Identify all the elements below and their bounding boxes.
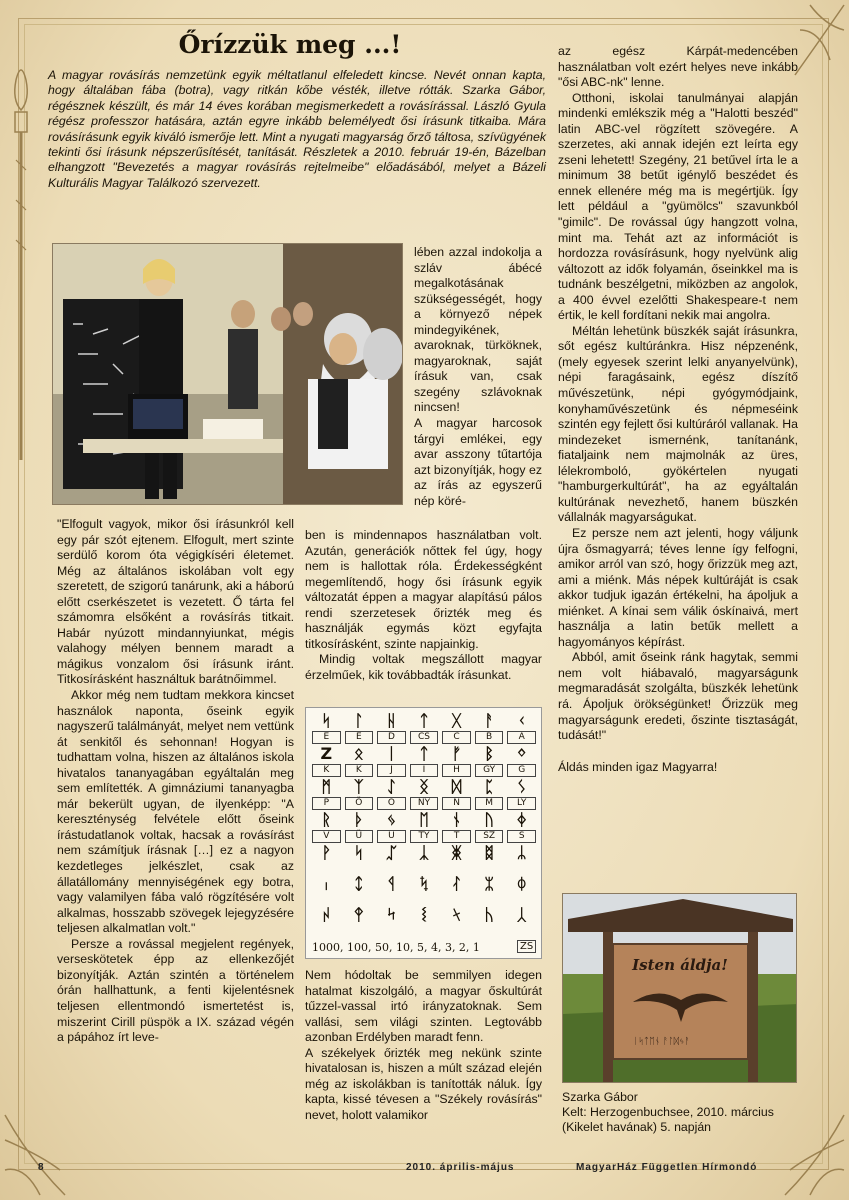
rune-glyph: ᛮ <box>451 874 462 893</box>
rune-latin-label <box>410 925 439 936</box>
column-1 <box>57 517 294 1046</box>
rune-latin-label: K <box>345 764 374 777</box>
article-intro: A magyar rovásírás nemzetünk egyik méltatlanul elfeledett kincse. Nevét onnan kapta, hogy általában fába (botra), vagy ritkán kőbe vésték, illetve rótták. Szarka Gábor, régésznek készült, és már 14 éves korában megismerkedett a rovásírással. László Gyula régész professzor hatására, aztán egyre inkább belemélyedt ősi írásunk titkaiba. Mára rovásírásunk egyik kiváló ismerője lett. Mint a nyugati magyarság őrző táltosa, szívügyének tekinti ősi írásunk népszerűsítését, tanítását. Részletek a 2010. február 19-én, Bázelban elhangzott "Bevezetés a magyar rovásírás rejtelmeibe" előadásából, melyet a Bázeli Kulturális Magyar Találkozó szervezett. <box>48 68 546 190</box>
isten-aldja-sign-photo <box>562 893 797 1083</box>
torch-ornament <box>4 60 38 460</box>
rune-latin-label: U <box>377 830 406 843</box>
rune-glyph: ᛪ <box>419 874 429 893</box>
lecture-photo <box>52 243 403 505</box>
corner-ornament-top-right <box>790 0 849 80</box>
rune-latin-label <box>475 894 504 905</box>
rune-glyph: ᛰ <box>516 874 527 893</box>
col2-paragraph-3: ben is mindennapos használatban volt. Azután, generációk nőttek fel úgy, hogy nem is hallottak róla. Érdekességként megemlítendő, hogy ősi írásunk egyik változatát éppen a magyar alapítású pálos rendi szerzetesek őrizték meg és használják egymás közt egyfajta titkosírásként, szinte napjainkig. <box>305 528 542 651</box>
rune-grid <box>310 712 538 936</box>
rune-numbers: 1000, 100, 50, 10, 5, 4, 3, 2, 1 <box>312 941 480 954</box>
rune-glyph: ᛤ <box>451 843 462 862</box>
rune-glyph: ᛊ <box>516 777 527 796</box>
rune-latin-label: P <box>312 797 341 810</box>
rune-latin-label: G <box>507 764 536 777</box>
rune-glyph: ᛋ <box>321 711 332 730</box>
svg-text:ᛁᛋᛏᛖᚾ ᚨᛚᛞᛃᚨ: ᛁᛋᛏᛖᚾ ᚨᛚᛞᛃᚨ <box>633 1037 690 1047</box>
col3-paragraph-3: Méltán lehetünk büszkék saját írásunkra, sőt egész kultúránkra. Hisz népzenénk, (mely egyesek szerint lelki anyanyelvünk), népi faragásaink, egész díszítő művészetünk, népi gyógymódjaink, konyhaművészetünk és népmeséink szintén egy fejlett ősi kultúráról vallanak. Ha mindezeket ismernénk, tanítanánk, fiataljaink nem majmolnák az üres, lélekromboló, gyökértelen nyugati "hamburgerkultúrát", ha az egyáltalán kultúrának nevezhető, hanem büszkén vállalnák magyarságukat. <box>558 323 798 525</box>
rune-glyph: ᛣ <box>419 843 429 862</box>
rune-latin-label <box>345 925 374 936</box>
rune-glyph: ᚱ <box>321 810 332 829</box>
signature-block <box>562 1090 802 1135</box>
rune-latin-label: K <box>312 764 341 777</box>
rune-latin-label: M <box>475 797 504 810</box>
rune-glyph: ᛞ <box>451 777 462 796</box>
rune-latin-label: E <box>345 731 374 744</box>
rune-glyph: ᛥ <box>484 843 494 862</box>
rune-glyph: ᛃ <box>386 810 397 829</box>
rune-latin-label <box>442 863 471 874</box>
rune-glyph: ᛏ <box>419 744 429 763</box>
rune-latin-label <box>345 894 374 905</box>
rune-latin-label: SZ <box>475 830 504 843</box>
rune-glyph: ᛢ <box>386 843 397 862</box>
rune-glyph: ᛚ <box>354 711 364 730</box>
publication-name: MagyarHáz Független Hírmondó <box>576 1162 758 1173</box>
rune-glyph: ᛳ <box>354 905 364 924</box>
rune-latin-label: GY <box>475 764 504 777</box>
rune-latin-label <box>410 894 439 905</box>
rune-latin-label: LY <box>507 797 536 810</box>
rune-latin-label <box>377 894 406 905</box>
rune-latin-label <box>312 863 341 874</box>
rune-latin-label: D <box>377 731 406 744</box>
rune-latin-label <box>377 863 406 874</box>
rune-glyph: ᚷ <box>451 711 462 730</box>
rune-glyph: ᛉ <box>354 777 364 796</box>
rune-glyph: ᚾ <box>451 810 462 829</box>
rune-latin-label: TY <box>410 830 439 843</box>
rune-glyph: ᛟ <box>354 744 364 763</box>
col3-paragraph-5: Abból, amit őseink ránk hagytak, semmi nem volt hiábavaló, magyarságunk megmaradását szolgálta, büszkék lehetünk rá. Ápoljuk örökségünket! Őrizzük meg magyarságunk eredeti, őszinte tisztaságát, tudását!" <box>558 650 798 743</box>
rune-glyph: ᛧ <box>321 874 332 893</box>
col3-paragraph-4: Ez persze nem azt jelenti, hogy váljunk újra ősmagyarrá; téves lenne így felfogni, amikor arról van szó, hogy őrizzük meg azt, ami a miénk. Más népek kultúráját is csak akkor tudjuk igazán értékelni, ha ápoljuk a miénket. A kínai sem válik óskínaivá, mert használja a latin betűk mellett a hagyományos képírást. <box>558 525 798 649</box>
col3-paragraph-2: Otthoni, iskolai tanulmányai alapján mindenki emlékszik még a "Halotti beszéd" latin ABC-vel rögzített szövegére. A szerzetes, aki annak idején ezt leírta egy zseni lehetett! Szegény, 21 betűvel írta le a minimum 38 betűt igénylő beszédet és ennek ellenére még ma is megértjük. Így lett például a "gyümölcs" szavunkból "gimilc". De rovással úgy hangzott volna, mint ma. Tehát azt az információt is hordozza rovásírásunk, hogy nyelvünk alig változott az idők folyamán, őseinkkel ma is tudnánk beszélgetni, miközben az angolok, a 400 évvel ezelőtti Shakespeare-t nem értik, le kell fordítani nekik mai angolra. <box>558 90 798 323</box>
rune-glyph: ᚲ <box>516 711 527 730</box>
rune-glyph: ᛖ <box>419 810 429 829</box>
rune-glyph: ᛜ <box>516 744 527 763</box>
rune-glyph: ᛷ <box>484 905 494 924</box>
rune-latin-label <box>475 863 504 874</box>
rune-glyph: ᛄ <box>516 810 527 829</box>
rune-glyph: ᚠ <box>451 744 462 763</box>
rune-latin-label <box>507 925 536 936</box>
dateline: Kelt: Herzogenbuchsee, 2010. március (Kikelet havának) 5. napján <box>562 1105 774 1134</box>
rune-glyph: Z <box>320 744 333 763</box>
col2-paragraph-1: lében azzal indokolja a szláv ábécé megalkotásának szükségességét, hogy a környező népek mindegyikének, avaroknak, türköknek, magyaroknak, saját írásuk van, csak szegény szlávoknak nincsen! <box>414 245 542 415</box>
rune-latin-label: I <box>410 764 439 777</box>
rune-alphabet-table <box>305 707 542 959</box>
rune-glyph: ᚺ <box>386 711 397 730</box>
rune-latin-label: Ü <box>345 830 374 843</box>
rune-glyph: ᛩ <box>386 874 397 893</box>
rune-glyph: ᛲ <box>321 905 332 924</box>
rune-latin-label: V <box>312 830 341 843</box>
rune-latin-label <box>442 894 471 905</box>
author-name: Szarka Gábor <box>562 1090 638 1104</box>
sign-text: Isten áldja! <box>632 956 728 974</box>
rune-latin-label <box>507 863 536 874</box>
rune-glyph: ᚹ <box>321 843 332 862</box>
rune-latin-label: T <box>442 830 471 843</box>
rune-latin-label: H <box>442 764 471 777</box>
column-2-bottom <box>305 968 542 1123</box>
article-title: Őrízzük meg ...! <box>178 30 402 59</box>
issue-date: 2010. április-május <box>406 1162 515 1173</box>
column-3 <box>558 44 798 775</box>
rune-glyph: ᚨ <box>484 711 494 730</box>
rune-latin-label: S <box>507 830 536 843</box>
rune-latin-label <box>442 925 471 936</box>
rune-latin-label: Ö <box>345 797 374 810</box>
rune-latin-label <box>312 894 341 905</box>
rune-glyph: ᛯ <box>484 874 494 893</box>
col2-paragraph-2: A magyar harcosok tárgyi emlékei, egy avar asszony tűtartója azt bizonyítják, hogy ez az írás az egyszerű nép köré- <box>414 416 542 508</box>
page-number: 8 <box>38 1162 45 1173</box>
rune-latin-label: C <box>442 731 471 744</box>
col1-paragraph-2: Akkor még nem tudtam mekkora kincset használok naponta, őseink egyik nagyszerű találmányát, melyet nem vettünk át senkitől és sehonnan! Hogyan is tudhattam volna, hiszen az általános iskola hivatalos tananyagában egyáltalán meg sem említették. A gimnáziumi tananyagba már bekerült ugyan, de ilyenképp: "A kereszténység felvétele előtt őseink írástudatlanok voltak, hacsak a rovásírást nem számítjuk írásnak […] ez a nagyon kezdetleges jelkészlet, csak az állatállomány mennyiségének egy botra, vagy valamilyen fába való rögzítésére volt alkalmas, hosszabb szövegek lejegyzésére teljesen alkalmatlan volt." <box>57 688 294 936</box>
rune-glyph: ᛈ <box>484 777 494 796</box>
rune-glyph: ᛝ <box>419 777 429 796</box>
rune-latin-label: NY <box>410 797 439 810</box>
rune-glyph: ᛒ <box>484 744 494 763</box>
rune-glyph: ᛦ <box>516 843 527 862</box>
rune-latin-label <box>312 925 341 936</box>
rune-latin-label: CS <box>410 731 439 744</box>
blessing: Áldás minden igaz Magyarra! <box>558 759 718 774</box>
rune-glyph: ᛁ <box>386 744 397 763</box>
corner-ornament-bottom-left <box>0 1110 70 1200</box>
rune-glyph: ᛏ <box>419 711 429 730</box>
rune-latin-label: J <box>377 764 406 777</box>
col1-paragraph-1: "Elfogult vagyok, mikor ősi írásunkról kell egy pár szót ejtenem. Elfogult, mert szinte serdülő korom óta végigkíséri életemet. Még az általános iskolában volt egy szeretett, de szigorú tanárunk, aki a háború előtt cserkészetet is vezetett. Ő tárta fel számomra elsőként a rovásírás titkait. Habár nyúzott mindannyiunkat, mégis valahogy mélyen bennem maradt a mágikus vonzalom ősi írásunk iránt. Titkosírásként használtuk barátnőimmel. <box>57 517 294 687</box>
rune-latin-label <box>345 863 374 874</box>
rune-latin-label: B <box>475 731 504 744</box>
rune-glyph: ᚢ <box>484 810 494 829</box>
column-2-top <box>414 245 542 509</box>
col1-paragraph-3: Persze a rovással megjelent regények, verseskötetek épp az ellenkezőjét bizonyítják. Aztán szintén a történelem órán hallhattunk, a fenti kijelentésnek teljesen ellentmondó ismertetést is, miszerint Cirill püspök a IX. század végén a pápához írt leve- <box>57 936 294 1045</box>
rune-latin-label: E <box>312 731 341 744</box>
rune-latin-label: N <box>442 797 471 810</box>
rune-zs-label: ZS <box>517 940 536 953</box>
rune-latin-label <box>410 863 439 874</box>
rune-latin-label: A <box>507 731 536 744</box>
rune-glyph: ᛵ <box>419 905 429 924</box>
column-2-middle <box>305 528 542 683</box>
col2-paragraph-6: A székelyek őrizték meg nekünk szinte hivatalosan is, hiszen a múlt század elején még az iskolákban is tanították náluk. Így kapta, kissé tévesen a "Székely rovásírás" nevet, holott valamikor <box>305 1045 542 1122</box>
rune-glyph: ᛗ <box>321 777 332 796</box>
col3-paragraph-1: az egész Kárpát-medencében használatban volt ezért helyes neve inkább "ősi ABC-nk" lenne. <box>558 44 798 90</box>
rune-glyph: ᛶ <box>451 905 462 924</box>
rune-glyph: ᛋ <box>354 843 364 862</box>
rune-glyph: ᛇ <box>386 777 397 796</box>
rune-glyph: ᛨ <box>354 874 364 893</box>
rune-glyph: ᛸ <box>516 905 527 924</box>
rune-latin-label <box>475 925 504 936</box>
rune-glyph: ᛴ <box>386 905 397 924</box>
rune-glyph: ᚦ <box>354 810 364 829</box>
col2-paragraph-5: Nem hódoltak be semmilyen idegen hatalmat kiszolgáló, a magyar őskultúrát tűzzel-vassal irtó irányzatoknak. Sem vallási, sem világi szinten. Legtovább azonban Erdélyben maradt fenn. <box>305 968 542 1045</box>
rune-latin-label <box>507 894 536 905</box>
col2-paragraph-4: Mindig voltak megszállott magyar érzelműek, kik továbbadták írásunkat. <box>305 652 542 682</box>
rune-latin-label: O <box>377 797 406 810</box>
rune-latin-label <box>377 925 406 936</box>
